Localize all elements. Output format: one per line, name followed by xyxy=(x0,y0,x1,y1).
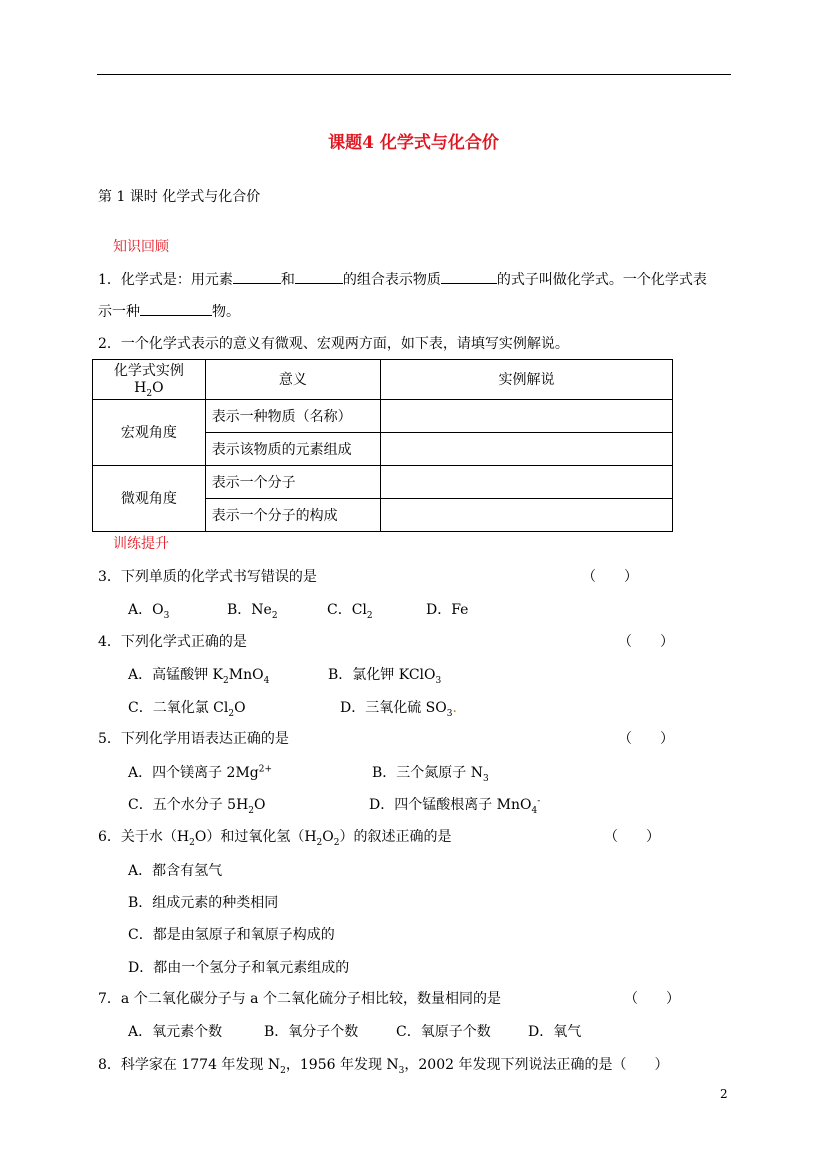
option-b[interactable]: B．$Ne_2$ xyxy=(227,602,278,621)
blank[interactable] xyxy=(140,300,212,316)
header-rule xyxy=(97,74,731,75)
option-d[interactable]: D．都由一个氢分子和氧元素组成的 xyxy=(128,960,350,976)
table-header-explanation: 实例解说 xyxy=(381,360,673,400)
table-cell: 表示该物质的元素组成 xyxy=(205,432,380,465)
table-row xyxy=(93,465,673,498)
question-6-stem: 6．关于水$(H_2O)$和过氧化氢$(H_2O_2)$的叙述正确的是 xyxy=(98,829,452,848)
table-answer-cell[interactable] xyxy=(381,498,673,531)
section-review: 知识回顾 xyxy=(113,239,169,255)
option-d[interactable]: D．四个锰酸根离子 MnO$_4$- xyxy=(369,796,541,816)
lesson-subtitle: 第 1 课时 化学式与化合价 xyxy=(98,189,261,205)
option-c[interactable]: C．二氧化氯 $Cl_2O$ xyxy=(128,700,246,719)
question-3-stem: 3．下列单质的化学式书写错误的是 xyxy=(98,569,317,585)
table-cell: 表示一种物质（名称） xyxy=(205,399,380,432)
table-header-meaning: 意义 xyxy=(205,360,380,400)
question-2: 2．一个化学式表示的意义有微观、宏观两方面，如下表，请填写实例解说。 xyxy=(98,336,569,352)
table-header-example: 化学式实例 $H_2O$ xyxy=(93,360,206,400)
option-d[interactable]: D．三氧化硫 $SO_3$． xyxy=(340,700,467,719)
option-d[interactable]: D．Fe xyxy=(426,602,469,618)
answer-bracket[interactable]: （ ） xyxy=(624,991,680,1007)
option-c[interactable]: C．都是由氢原子和氧原子构成的 xyxy=(128,927,335,943)
table-cell: 表示一个分子的构成 xyxy=(205,498,380,531)
blank[interactable] xyxy=(233,268,281,284)
page-title: 课题4 化学式与化合价 xyxy=(328,133,499,153)
table-cell-micro: 微观角度 xyxy=(93,465,206,531)
answer-bracket[interactable]: （ ） xyxy=(604,829,660,845)
section-practice: 训练提升 xyxy=(113,536,169,552)
table-cell-macro: 宏观角度 xyxy=(93,399,206,465)
option-b[interactable]: B．氧分子个数 xyxy=(264,1024,359,1040)
meaning-table xyxy=(92,359,673,532)
option-a[interactable]: A．$O_3$ xyxy=(128,602,170,621)
question-5-stem: 5．下列化学用语表达正确的是 xyxy=(98,731,289,747)
blank[interactable] xyxy=(295,268,343,284)
table-cell: 表示一个分子 xyxy=(205,465,380,498)
option-b[interactable]: B．组成元素的种类相同 xyxy=(128,895,279,911)
table-row xyxy=(93,360,673,400)
blank[interactable] xyxy=(441,268,497,284)
table-answer-cell[interactable] xyxy=(381,432,673,465)
option-c[interactable]: C．$Cl_2$ xyxy=(327,602,373,621)
page-number: 2 xyxy=(720,1087,728,1101)
question-8-stem: 8．科学家在 1774 年发现 $N_2$，1956 年发现 $N_3$，2002 年发现下列说法正确的是（ ） xyxy=(98,1057,669,1076)
option-d[interactable]: D．氧气 xyxy=(528,1024,582,1040)
option-c[interactable]: C．氧原子个数 xyxy=(396,1024,491,1040)
option-a[interactable]: A．都含有氢气 xyxy=(128,863,223,879)
option-b[interactable]: B．氯化钾 KClO$_3$ xyxy=(328,667,442,686)
question-7-stem: 7．a 个二氧化碳分子与 a 个二氧化硫分子相比较，数量相同的是 xyxy=(98,991,501,1007)
option-a[interactable]: A．高锰酸钾 $K_2MnO_4$ xyxy=(128,667,270,686)
option-c[interactable]: C．五个水分子 $5H_2O$ xyxy=(128,797,266,816)
option-a[interactable]: A．四个镁离子 $2Mg^{2+}$ xyxy=(128,764,273,781)
question-1-line-2: 示一种 物。 xyxy=(98,300,240,321)
answer-bracket[interactable]: （ ） xyxy=(618,634,674,650)
question-1-line-1: 1．化学式是：用元素 和 的组合表示物质 的式子叫做化学式。一个化学式表 xyxy=(98,268,707,289)
table-answer-cell[interactable] xyxy=(381,465,673,498)
table-row xyxy=(93,399,673,432)
table-answer-cell[interactable] xyxy=(381,399,673,432)
answer-bracket[interactable]: （ ） xyxy=(582,569,638,585)
option-b[interactable]: B．三个氮原子 $N_3$ xyxy=(372,765,489,784)
option-a[interactable]: A．氧元素个数 xyxy=(128,1024,223,1040)
question-4-stem: 4．下列化学式正确的是 xyxy=(98,634,247,650)
answer-bracket[interactable]: （ ） xyxy=(618,731,674,747)
